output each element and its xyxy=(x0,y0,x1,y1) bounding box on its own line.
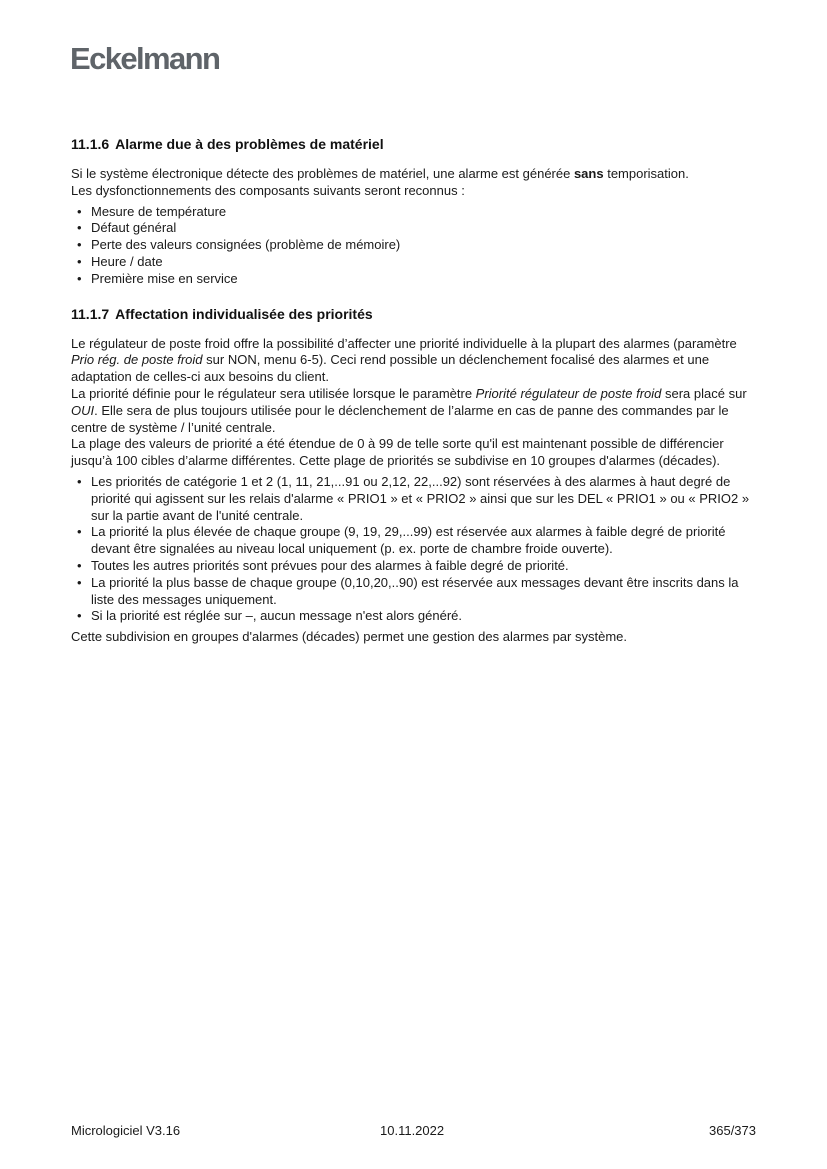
page-footer xyxy=(71,1122,756,1140)
section-number: 11.1.6 xyxy=(71,136,110,152)
section-title: Affectation individualisée des priorités xyxy=(115,305,373,322)
section-heading-11-1-6 xyxy=(71,136,761,153)
firmware-version: Micrologiciel V3.16 xyxy=(71,1123,181,1138)
priority-paragraphs: Le régulateur de poste froid offre la possibilité d’affecter une priorité individuelle à la plupart des alarmes (paramètre Prio rég. de poste froid sur NON, menu 6-5). Ceci rend possible un déclenchement focalisé des alarmes et une adaptation de celles-ci aux besoins du client. La priorité définie pour le régulateur sera utilisée lorsque le paramètre Priorité régulateur de poste froid sera placé sur OUI. Elle sera de plus toujours utilisée pour le déclenchement de l’alarme en cas de panne des commandes par le centre de système / l’unité centrale. La plage des valeurs de priorité a été étendue de 0 à 99 de telle sorte qu'il est maintenant possible de différencier jusqu’à 100 cibles d’alarme différentes. Cette plage de priorités se subdivise en 10 groupes d'alarmes (décades). xyxy=(71,335,747,469)
list-item: • Perte des valeurs consignées (problème de mémoire) xyxy=(71,237,761,254)
hardware-fault-list xyxy=(71,204,761,288)
section-title: Alarme due à des problèmes de matériel xyxy=(115,136,384,152)
priority-rules-list xyxy=(71,474,761,625)
list-item: • La priorité la plus basse de chaque groupe (0,10,20,..90) est réservée aux messages devant être inscrits dans la liste des messages uniquement. xyxy=(71,575,761,609)
list-item: • Si la priorité est réglée sur –, aucun message n'est alors généré. xyxy=(71,608,761,625)
eckelmann-logo: Eckelmann xyxy=(70,41,220,76)
list-item: • Première mise en service xyxy=(71,271,761,288)
list-item: • Les priorités de catégorie 1 et 2 (1, 11, 21,...91 ou 2,12, 22,...92) sont réservées à des alarmes à haut degré de priorité qui agissent sur les relais d'alarme « PRIO1 » et « PRIO2 » ainsi que sur les DEL « PRIO1 » ou « PRIO2 » sur la partie avant de l'unité centrale. xyxy=(71,474,761,524)
list-item: • La priorité la plus élevée de chaque groupe (9, 19, 29,...99) est réservée aux alarmes à faible degré de priorité devant être signalées au niveau local uniquement (p. ex. porte de chambre froide ouverte). xyxy=(71,524,761,558)
closing-paragraph: Cette subdivision en groupes d'alarmes (décades) permet une gestion des alarmes par système. xyxy=(71,629,627,645)
section-intro-paragraph: Si le système électronique détecte des problèmes de matériel, une alarme est générée sans temporisation. Les dysfonctionnements des composants suivants seront reconnus : xyxy=(71,166,689,198)
section-number: 11.1.7 xyxy=(71,305,110,322)
emphasis-text: sans xyxy=(573,166,604,181)
page-content xyxy=(71,136,761,646)
list-item: • Heure / date xyxy=(71,254,761,271)
list-item: • Mesure de température xyxy=(71,204,761,221)
list-item: • Toutes les autres priorités sont prévues pour des alarmes à faible degré de priorité. xyxy=(71,558,761,575)
list-item: • Défaut général xyxy=(71,220,761,237)
document-date: 10.11.2022 xyxy=(380,1123,445,1138)
page-number: 365/373 xyxy=(709,1123,756,1138)
section-heading-11-1-7 xyxy=(71,306,761,323)
